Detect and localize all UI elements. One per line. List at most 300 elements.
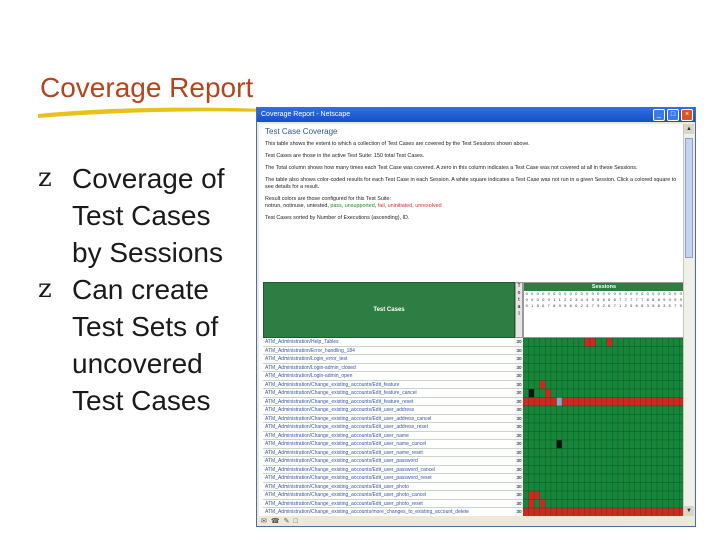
result-cell[interactable] [579,389,585,398]
result-cell[interactable] [584,338,590,347]
result-cell[interactable] [573,347,579,356]
result-cell[interactable] [618,432,624,441]
result-cell[interactable] [640,338,646,347]
result-cell[interactable] [540,347,546,356]
result-cell[interactable] [568,440,574,449]
result-cell[interactable] [557,381,563,390]
test-case-link[interactable]: ATM_Administration/Change_existing_accounts/Edit_feature_reset [263,398,515,407]
result-cell[interactable] [612,491,618,500]
result-cell[interactable] [629,500,635,509]
result-cell[interactable] [568,466,574,475]
result-cell[interactable] [540,355,546,364]
result-cell[interactable] [607,432,613,441]
result-cell[interactable] [529,449,535,458]
result-cell[interactable] [657,423,663,432]
result-cell[interactable] [674,338,680,347]
result-cell[interactable] [646,381,652,390]
result-cell[interactable] [601,508,607,516]
result-cell[interactable] [584,364,590,373]
result-cell[interactable] [646,406,652,415]
result-cell[interactable] [540,474,546,483]
result-cell[interactable] [663,491,669,500]
result-cell[interactable] [523,449,529,458]
result-cell[interactable] [601,474,607,483]
result-cell[interactable] [624,398,630,407]
result-cell[interactable] [674,466,680,475]
result-cell[interactable] [624,491,630,500]
result-cell[interactable] [529,500,535,509]
result-cell[interactable] [523,474,529,483]
result-cell[interactable] [534,474,540,483]
result-cell[interactable] [668,500,674,509]
result-cell[interactable] [640,457,646,466]
result-cell[interactable] [651,449,657,458]
result-cell[interactable] [624,415,630,424]
result-cell[interactable] [640,500,646,509]
result-cell[interactable] [607,338,613,347]
result-cell[interactable] [651,440,657,449]
result-cell[interactable] [529,474,535,483]
result-cell[interactable] [663,474,669,483]
result-cell[interactable] [562,415,568,424]
result-cell[interactable] [612,347,618,356]
result-cell[interactable] [579,338,585,347]
result-cell[interactable] [601,406,607,415]
result-cell[interactable] [590,347,596,356]
result-cell[interactable] [584,466,590,475]
result-cell[interactable] [579,381,585,390]
result-cell[interactable] [529,415,535,424]
result-cell[interactable] [562,483,568,492]
test-case-link[interactable]: ATM_Administration/Change_existing_accounts/Edit_user_password_reset [263,474,515,483]
result-cell[interactable] [584,355,590,364]
result-cell[interactable] [540,389,546,398]
result-cell[interactable] [646,440,652,449]
result-cell[interactable] [612,423,618,432]
result-cell[interactable] [668,466,674,475]
result-cell[interactable] [596,372,602,381]
result-cell[interactable] [629,508,635,516]
result-cell[interactable] [624,449,630,458]
test-case-link[interactable]: ATM_Administration/Change_existing_accounts/Edit_user_password [263,457,515,466]
result-cell[interactable] [557,440,563,449]
result-cell[interactable] [624,406,630,415]
result-cell[interactable] [579,508,585,516]
result-cell[interactable] [651,500,657,509]
result-cell[interactable] [534,491,540,500]
result-cell[interactable] [557,466,563,475]
result-cell[interactable] [568,372,574,381]
result-cell[interactable] [635,457,641,466]
result-cell[interactable] [601,381,607,390]
result-cell[interactable] [529,423,535,432]
result-cell[interactable] [545,355,551,364]
result-cell[interactable] [534,500,540,509]
result-cell[interactable] [646,432,652,441]
result-cell[interactable] [674,457,680,466]
result-cell[interactable] [590,389,596,398]
result-cell[interactable] [534,389,540,398]
result-cell[interactable] [674,389,680,398]
result-cell[interactable] [579,406,585,415]
result-cell[interactable] [618,406,624,415]
result-cell[interactable] [618,415,624,424]
result-cell[interactable] [584,423,590,432]
result-cell[interactable] [657,364,663,373]
result-cell[interactable] [529,389,535,398]
result-cell[interactable] [551,508,557,516]
result-cell[interactable] [635,483,641,492]
result-cell[interactable] [651,406,657,415]
result-cell[interactable] [601,347,607,356]
result-cell[interactable] [573,406,579,415]
result-cell[interactable] [596,474,602,483]
result-cell[interactable] [629,381,635,390]
result-cell[interactable] [668,491,674,500]
result-cell[interactable] [584,389,590,398]
result-cell[interactable] [529,491,535,500]
test-case-link[interactable]: ATM_Administration/Change_existing_accounts/more_changes_to_existing_account_delete [263,508,515,516]
result-cell[interactable] [596,338,602,347]
mail-icon[interactable]: ☎ [270,518,280,525]
result-cell[interactable] [607,457,613,466]
result-cell[interactable] [596,440,602,449]
result-cell[interactable] [573,432,579,441]
result-cell[interactable] [596,449,602,458]
result-cell[interactable] [657,398,663,407]
result-cell[interactable] [646,398,652,407]
result-cell[interactable] [612,500,618,509]
result-cell[interactable] [545,474,551,483]
result-cell[interactable] [646,372,652,381]
result-cell[interactable] [584,457,590,466]
result-cell[interactable] [584,406,590,415]
result-cell[interactable] [646,474,652,483]
result-cell[interactable] [590,440,596,449]
result-cell[interactable] [545,338,551,347]
result-cell[interactable] [540,381,546,390]
result-cell[interactable] [540,372,546,381]
result-cell[interactable] [529,483,535,492]
result-cell[interactable] [523,483,529,492]
result-cell[interactable] [584,491,590,500]
result-cell[interactable] [579,491,585,500]
result-cell[interactable] [562,364,568,373]
result-cell[interactable] [635,449,641,458]
result-cell[interactable] [657,466,663,475]
result-cell[interactable] [668,381,674,390]
result-cell[interactable] [551,474,557,483]
navigator-icon[interactable]: ✉ [261,518,267,525]
result-cell[interactable] [551,355,557,364]
result-cell[interactable] [545,449,551,458]
result-cell[interactable] [584,398,590,407]
result-cell[interactable] [579,440,585,449]
close-button[interactable]: × [681,109,693,121]
result-cell[interactable] [557,508,563,516]
result-cell[interactable] [618,440,624,449]
result-cell[interactable] [624,457,630,466]
result-cell[interactable] [663,508,669,516]
result-cell[interactable] [573,508,579,516]
result-cell[interactable] [651,508,657,516]
result-cell[interactable] [629,372,635,381]
result-cell[interactable] [590,364,596,373]
result-cell[interactable] [674,364,680,373]
result-cell[interactable] [674,415,680,424]
result-cell[interactable] [523,457,529,466]
result-cell[interactable] [601,483,607,492]
result-cell[interactable] [523,491,529,500]
result-cell[interactable] [657,491,663,500]
result-cell[interactable] [635,474,641,483]
result-cell[interactable] [646,355,652,364]
result-cell[interactable] [529,440,535,449]
result-cell[interactable] [663,500,669,509]
result-cell[interactable] [523,355,529,364]
test-case-link[interactable]: ATM_Administration/Change_existing_accounts/Edit_user_photo_cancel [263,491,515,500]
test-case-link[interactable]: ATM_Administration/Change_existing_accounts/Edit_user_address_cancel [263,415,515,424]
result-cell[interactable] [545,347,551,356]
test-case-link[interactable]: ATM_Administration/Change_existing_accounts/Edit_user_address [263,406,515,415]
result-cell[interactable] [540,466,546,475]
result-cell[interactable] [646,415,652,424]
result-cell[interactable] [646,457,652,466]
result-cell[interactable] [635,500,641,509]
result-cell[interactable] [529,406,535,415]
result-cell[interactable] [618,389,624,398]
result-cell[interactable] [629,440,635,449]
result-cell[interactable] [573,398,579,407]
result-cell[interactable] [590,415,596,424]
result-cell[interactable] [534,508,540,516]
result-cell[interactable] [668,483,674,492]
result-cell[interactable] [545,381,551,390]
result-cell[interactable] [612,483,618,492]
result-cell[interactable] [629,398,635,407]
result-cell[interactable] [557,372,563,381]
maximize-button[interactable]: □ [667,109,679,121]
result-cell[interactable] [668,449,674,458]
result-cell[interactable] [562,449,568,458]
result-cell[interactable] [579,398,585,407]
result-cell[interactable] [540,364,546,373]
result-cell[interactable] [551,466,557,475]
result-cell[interactable] [640,364,646,373]
result-cell[interactable] [601,398,607,407]
result-cell[interactable] [618,372,624,381]
result-cell[interactable] [568,423,574,432]
result-cell[interactable] [651,466,657,475]
result-cell[interactable] [668,347,674,356]
result-cell[interactable] [674,440,680,449]
result-cell[interactable] [562,466,568,475]
result-cell[interactable] [651,474,657,483]
scroll-thumb[interactable] [685,138,693,258]
result-cell[interactable] [562,491,568,500]
test-case-link[interactable]: ATM_Administration/Error_handling_184 [263,347,515,356]
result-cell[interactable] [607,474,613,483]
result-cell[interactable] [601,500,607,509]
result-cell[interactable] [545,372,551,381]
result-cell[interactable] [624,440,630,449]
result-cell[interactable] [674,372,680,381]
result-cell[interactable] [568,406,574,415]
result-cell[interactable] [601,372,607,381]
result-cell[interactable] [629,483,635,492]
result-cell[interactable] [618,355,624,364]
result-cell[interactable] [624,355,630,364]
result-cell[interactable] [551,483,557,492]
result-cell[interactable] [640,466,646,475]
result-cell[interactable] [612,406,618,415]
result-cell[interactable] [640,508,646,516]
result-cell[interactable] [529,347,535,356]
result-cell[interactable] [529,355,535,364]
result-cell[interactable] [523,364,529,373]
result-cell[interactable] [596,491,602,500]
result-cell[interactable] [663,449,669,458]
result-cell[interactable] [629,466,635,475]
result-cell[interactable] [545,423,551,432]
result-cell[interactable] [584,508,590,516]
result-cell[interactable] [629,406,635,415]
result-cell[interactable] [607,491,613,500]
result-cell[interactable] [590,406,596,415]
result-cell[interactable] [618,500,624,509]
result-cell[interactable] [624,389,630,398]
result-cell[interactable] [674,423,680,432]
result-cell[interactable] [646,483,652,492]
test-case-link[interactable]: ATM_Administration/Change_existing_accounts/Edit_user_name [263,432,515,441]
result-cell[interactable] [573,449,579,458]
result-cell[interactable] [590,500,596,509]
result-cell[interactable] [601,491,607,500]
result-cell[interactable] [545,406,551,415]
result-cell[interactable] [557,398,563,407]
result-cell[interactable] [562,474,568,483]
result-cell[interactable] [540,491,546,500]
result-cell[interactable] [657,389,663,398]
result-cell[interactable] [651,338,657,347]
result-cell[interactable] [668,398,674,407]
result-cell[interactable] [640,491,646,500]
result-cell[interactable] [668,389,674,398]
result-cell[interactable] [584,347,590,356]
result-cell[interactable] [618,491,624,500]
result-cell[interactable] [596,483,602,492]
result-cell[interactable] [607,415,613,424]
result-cell[interactable] [635,338,641,347]
result-cell[interactable] [568,398,574,407]
result-cell[interactable] [573,483,579,492]
result-cell[interactable] [607,483,613,492]
result-cell[interactable] [545,389,551,398]
composer-icon[interactable]: ✎ [283,518,290,525]
result-cell[interactable] [562,423,568,432]
result-cell[interactable] [607,406,613,415]
result-cell[interactable] [624,500,630,509]
result-cell[interactable] [646,338,652,347]
result-cell[interactable] [607,381,613,390]
result-cell[interactable] [601,415,607,424]
result-cell[interactable] [562,398,568,407]
minimize-button[interactable]: _ [653,109,665,121]
result-cell[interactable] [601,355,607,364]
result-cell[interactable] [534,338,540,347]
result-cell[interactable] [590,432,596,441]
result-cell[interactable] [545,508,551,516]
result-cell[interactable] [534,423,540,432]
result-cell[interactable] [607,423,613,432]
result-cell[interactable] [568,508,574,516]
result-cell[interactable] [668,432,674,441]
result-cell[interactable] [540,500,546,509]
result-cell[interactable] [618,457,624,466]
result-cell[interactable] [668,372,674,381]
result-cell[interactable] [663,364,669,373]
result-cell[interactable] [540,406,546,415]
result-cell[interactable] [657,415,663,424]
result-cell[interactable] [584,474,590,483]
result-cell[interactable] [557,389,563,398]
result-cell[interactable] [674,483,680,492]
result-cell[interactable] [607,466,613,475]
result-cell[interactable] [523,440,529,449]
result-cell[interactable] [657,406,663,415]
result-cell[interactable] [557,483,563,492]
result-cell[interactable] [573,500,579,509]
result-cell[interactable] [618,364,624,373]
result-cell[interactable] [657,500,663,509]
result-cell[interactable] [668,474,674,483]
result-cell[interactable] [640,432,646,441]
result-cell[interactable] [568,415,574,424]
result-cell[interactable] [618,338,624,347]
result-cell[interactable] [629,432,635,441]
scroll-up-arrow-icon[interactable]: ▲ [684,124,694,134]
result-cell[interactable] [607,347,613,356]
result-cell[interactable] [590,338,596,347]
result-cell[interactable] [579,415,585,424]
result-cell[interactable] [545,500,551,509]
result-cell[interactable] [573,381,579,390]
result-cell[interactable] [562,372,568,381]
result-cell[interactable] [663,372,669,381]
result-cell[interactable] [674,508,680,516]
result-cell[interactable] [646,491,652,500]
result-cell[interactable] [573,423,579,432]
result-cell[interactable] [624,432,630,441]
result-cell[interactable] [668,415,674,424]
result-cell[interactable] [579,500,585,509]
result-cell[interactable] [640,372,646,381]
result-cell[interactable] [590,381,596,390]
result-cell[interactable] [573,364,579,373]
result-cell[interactable] [590,508,596,516]
result-cell[interactable] [651,364,657,373]
result-cell[interactable] [635,364,641,373]
result-cell[interactable] [551,347,557,356]
test-case-link[interactable]: ATM_Administration/Change_existing_accounts/Edit_user_photo [263,483,515,492]
result-cell[interactable] [596,347,602,356]
result-cell[interactable] [557,457,563,466]
result-cell[interactable] [663,406,669,415]
result-cell[interactable] [545,483,551,492]
result-cell[interactable] [551,372,557,381]
result-cell[interactable] [612,508,618,516]
result-cell[interactable] [534,364,540,373]
